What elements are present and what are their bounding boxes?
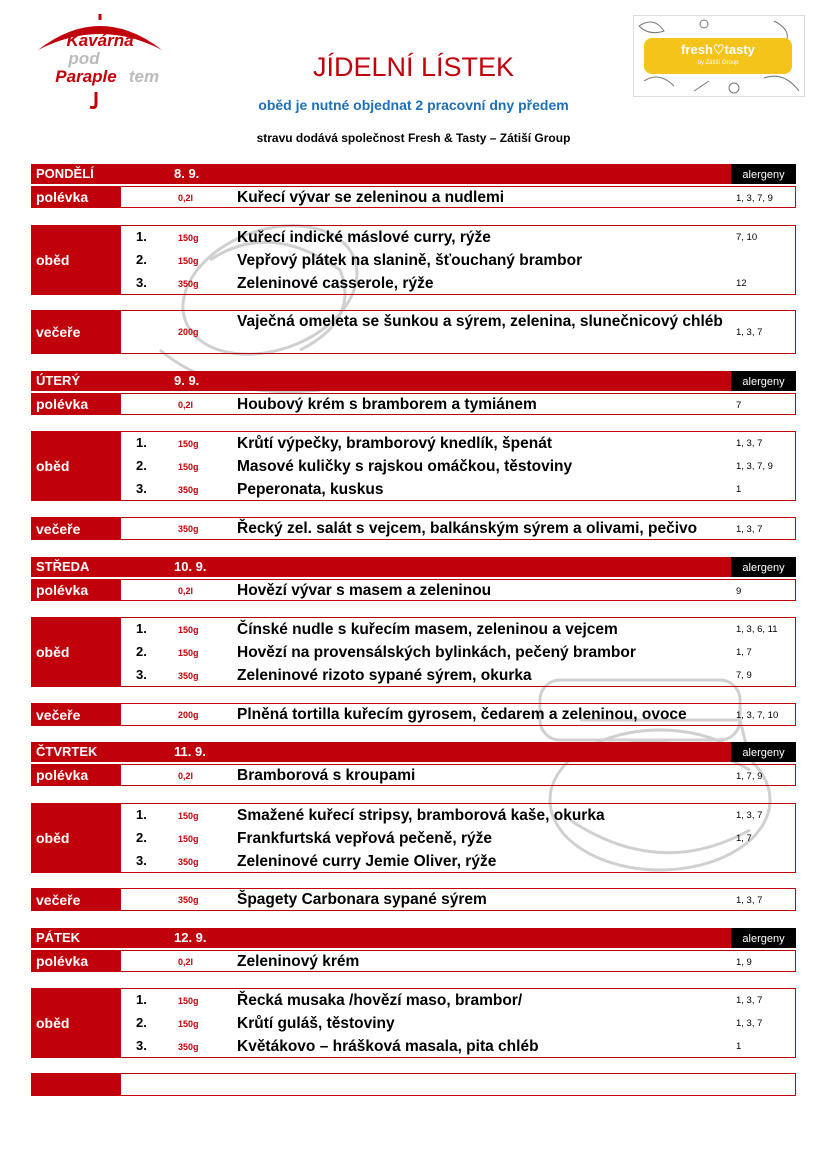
- dish-number: 3.: [136, 853, 147, 868]
- portion-weight: 0,2l: [178, 193, 194, 203]
- allergens-value: 1, 3, 7, 10: [736, 710, 779, 721]
- dinner-row: [31, 1073, 796, 1096]
- soup-row: [31, 950, 796, 972]
- logo-word-3: Paraple: [55, 67, 117, 86]
- allergens-value: 1, 3, 7: [736, 1018, 763, 1029]
- fresh-tasty-sub: by Zátiší Group: [697, 60, 739, 66]
- logo-word-1: Kavárna: [66, 31, 134, 50]
- allergens-value: 1, 3, 6, 11: [736, 624, 778, 635]
- row-label: oběd: [32, 989, 121, 1057]
- dish-name: Zeleninové rizoto sypané sýrem, okurka: [237, 667, 532, 684]
- portion-weight: 150g: [178, 1019, 199, 1029]
- dish-name: Frankfurtská vepřová pečeně, rýže: [237, 830, 493, 847]
- allergens-value: 1, 9: [736, 957, 752, 968]
- dish-name: Smažené kuřecí stripsy, bramborová kaše, okurka: [237, 807, 605, 824]
- allergens-value: 1: [736, 1041, 742, 1052]
- day-header-bar: [31, 371, 731, 391]
- row-label: večeře: [32, 311, 121, 353]
- day-name: ČTVRTEK: [36, 744, 98, 759]
- lunch-block: [31, 617, 796, 687]
- portion-weight: 350g: [178, 895, 199, 905]
- logo-word-2: pod: [68, 49, 100, 68]
- dish-number: 3.: [136, 275, 147, 290]
- day-name: ÚTERÝ: [36, 373, 81, 388]
- row-label: večeře: [32, 518, 121, 539]
- portion-weight: 350g: [178, 279, 199, 289]
- dish-name: Masové kuličky s rajskou omáčkou, těstoviny: [237, 458, 573, 475]
- dinner-row: [31, 517, 796, 540]
- dish-name: Bramborová s kroupami: [237, 767, 416, 784]
- day-header: [31, 928, 796, 948]
- dish-name: Čínské nudle s kuřecím masem, zeleninou a vejcem: [237, 621, 618, 638]
- row-label: polévka: [32, 187, 121, 207]
- dish-name: Krůtí guláš, těstoviny: [237, 1015, 395, 1032]
- day-date: 11. 9.: [174, 744, 206, 759]
- dish-number: 2.: [136, 458, 147, 473]
- portion-weight: 350g: [178, 857, 199, 867]
- dish-number: 1.: [136, 621, 147, 636]
- row-label: polévka: [32, 394, 121, 414]
- portion-weight: 0,2l: [178, 957, 194, 967]
- day-date: 12. 9.: [174, 930, 207, 945]
- dish-name: Řecká musaka /hovězí maso, brambor/: [237, 992, 523, 1009]
- portion-weight: 200g: [178, 710, 199, 720]
- dish-name: Peperonata, kuskus: [237, 481, 384, 498]
- dish-name: Špagety Carbonara sypané sýrem: [237, 891, 487, 908]
- dish-name: Řecký zel. salát s vejcem, balkánským sýrem a olivami, pečivo: [237, 520, 698, 537]
- dish-number: 1.: [136, 992, 147, 1007]
- row-label: oběd: [32, 804, 121, 872]
- portion-weight: 200g: [178, 327, 199, 337]
- dish-number: 3.: [136, 1038, 147, 1053]
- dish-name: Krůtí výpečky, bramborový knedlík, špenát: [237, 435, 552, 452]
- portion-weight: 150g: [178, 811, 199, 821]
- allergens-header: alergeny: [731, 557, 796, 577]
- dish-name: Vepřový plátek na slanině, šťouchaný brambor: [237, 252, 583, 269]
- allergens-value: 1, 7, 9: [736, 771, 763, 782]
- supplier-note: stravu dodává společnost Fresh & Tasty – Zátiší Group: [256, 131, 571, 145]
- dish-number: 1.: [136, 435, 147, 450]
- portion-weight: 0,2l: [178, 400, 194, 410]
- dish-name: Kuřecí indické máslové curry, rýže: [237, 229, 491, 246]
- lunch-block: [31, 803, 796, 873]
- day-name: PÁTEK: [36, 930, 81, 945]
- portion-weight: 350g: [178, 671, 199, 681]
- row-label: večeře: [32, 889, 121, 910]
- portion-weight: 0,2l: [178, 586, 194, 596]
- day-header: [31, 557, 796, 577]
- logo-word-4: tem: [128, 67, 160, 86]
- soup-row: [31, 764, 796, 786]
- row-label: oběd: [32, 618, 121, 686]
- allergens-value: 1, 3, 7, 9: [736, 461, 773, 472]
- dish-number: 3.: [136, 667, 147, 682]
- dinner-row: [31, 888, 796, 911]
- dish-number: 2.: [136, 1015, 147, 1030]
- allergens-header: alergeny: [731, 164, 796, 184]
- portion-weight: 350g: [178, 524, 199, 534]
- portion-weight: 150g: [178, 233, 199, 243]
- day-header: [31, 742, 796, 762]
- dish-number: 1.: [136, 807, 147, 822]
- fresh-tasty-brand: fresh♡tasty: [681, 42, 755, 57]
- allergens-value: 12: [736, 278, 747, 289]
- portion-weight: 150g: [178, 256, 199, 266]
- allergens-header: alergeny: [731, 371, 796, 391]
- soup-row: [31, 186, 796, 208]
- dish-number: 2.: [136, 830, 147, 845]
- dish-name: Kuřecí vývar se zeleninou a nudlemi: [237, 189, 505, 206]
- page-title: JÍDELNÍ LÍSTEK: [312, 52, 515, 82]
- portion-weight: 150g: [178, 996, 199, 1006]
- allergens-value: 7, 9: [736, 670, 752, 681]
- portion-weight: 350g: [178, 1042, 199, 1052]
- dish-name: Houbový krém s bramborem a tymiánem: [237, 396, 537, 413]
- portion-weight: 150g: [178, 625, 199, 635]
- dish-number: 3.: [136, 481, 147, 496]
- allergens-header: alergeny: [731, 928, 796, 948]
- row-label: polévka: [32, 951, 121, 971]
- allergens-value: 1: [736, 484, 742, 495]
- allergens-value: 1, 3, 7: [736, 524, 763, 535]
- allergens-value: 1, 3, 7: [736, 438, 763, 449]
- allergens-value: 9: [736, 586, 742, 597]
- day-header-bar: [31, 557, 731, 577]
- dinner-row: [31, 703, 796, 726]
- allergens-value: 7, 10: [736, 232, 758, 243]
- dish-number: 2.: [136, 644, 147, 659]
- allergens-value: 1, 3, 7: [736, 995, 763, 1006]
- dish-number: 1.: [136, 229, 147, 244]
- row-label: polévka: [32, 765, 121, 785]
- allergens-header: alergeny: [731, 742, 796, 762]
- dish-name: Zeleninové casserole, rýže: [237, 275, 434, 292]
- lunch-block: [31, 988, 796, 1058]
- allergens-value: 1, 3, 7: [736, 327, 763, 338]
- day-header-bar: [31, 164, 731, 184]
- allergens-value: 1, 3, 7, 9: [736, 193, 773, 204]
- allergens-value: 1, 3, 7: [736, 810, 763, 821]
- day-header-bar: [31, 742, 731, 762]
- dish-name: Plněná tortilla kuřecím gyrosem, čedarem a zeleninou, ovoce: [237, 706, 687, 723]
- day-header-bar: [31, 928, 731, 948]
- row-label: [32, 1074, 121, 1095]
- day-date: 8. 9.: [174, 166, 200, 181]
- dish-number: 2.: [136, 252, 147, 267]
- dish-name: Zeleninové curry Jemie Oliver, rýže: [237, 853, 497, 870]
- soup-row: [31, 393, 796, 415]
- portion-weight: 150g: [178, 834, 199, 844]
- day-header: [31, 164, 796, 184]
- dish-name: Hovězí vývar s masem a zeleninou: [237, 582, 492, 599]
- portion-weight: 150g: [178, 462, 199, 472]
- dish-name: Květákovo – hrášková masala, pita chléb: [237, 1038, 539, 1055]
- portion-weight: 350g: [178, 485, 199, 495]
- day-date: 10. 9.: [174, 559, 207, 574]
- day-date: 9. 9.: [174, 373, 200, 388]
- dish-name: Zeleninový krém: [237, 953, 360, 970]
- portion-weight: 0,2l: [178, 771, 194, 781]
- allergens-value: 7: [736, 400, 742, 411]
- allergens-value: 1, 3, 7: [736, 895, 763, 906]
- day-name: PONDĚLÍ: [36, 166, 94, 181]
- soup-row: [31, 579, 796, 601]
- order-note: oběd je nutné objednat 2 pracovní dny předem: [258, 97, 569, 113]
- dish-name: Hovězí na provensálských bylinkách, pečený brambor: [237, 644, 636, 661]
- lunch-block: [31, 225, 796, 295]
- dish-name: Vaječná omeleta se šunkou a sýrem, zelenina, slunečnicový chléb: [237, 313, 723, 330]
- day-name: STŘEDA: [36, 559, 90, 574]
- lunch-block: [31, 431, 796, 501]
- row-label: oběd: [32, 226, 121, 294]
- allergens-value: 1, 7: [736, 647, 752, 658]
- portion-weight: 150g: [178, 648, 199, 658]
- day-header: [31, 371, 796, 391]
- portion-weight: 150g: [178, 439, 199, 449]
- row-label: večeře: [32, 704, 121, 725]
- row-label: oběd: [32, 432, 121, 500]
- allergens-value: 1, 7: [736, 833, 752, 844]
- row-label: polévka: [32, 580, 121, 600]
- dinner-row: [31, 310, 796, 354]
